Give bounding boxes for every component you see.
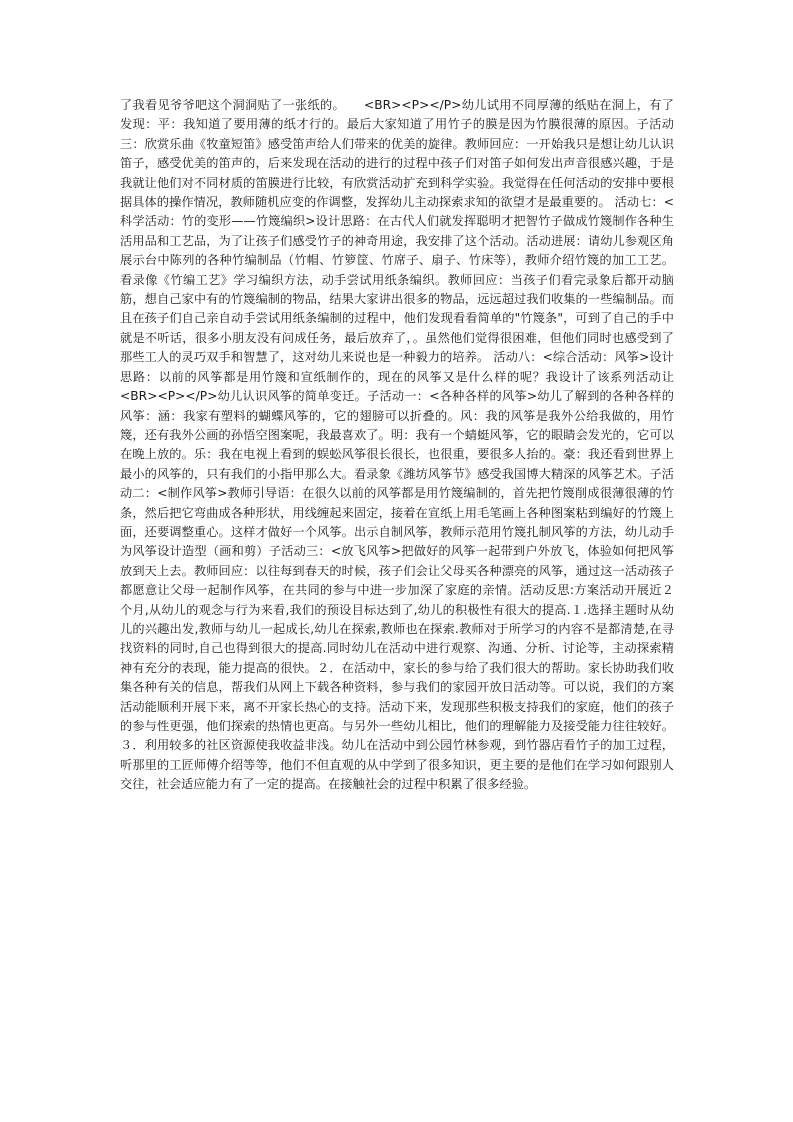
document-body-text: 了我看见爷爷吧这个洞洞贴了一张纸的。 <BR><P></P>幼儿试用不同厚薄的纸贴在洞上，有了发现：平：我知道了要用薄的纸才行的。最后大家知道了用竹子的膜是因为竹膜很薄的原因。子活动三：欣赏乐曲《牧童短笛》感受笛声给人们带来的优美的旋律。教师回应：一开始我只是想让幼儿认识笛子，感受优美的笛声的，后来发现在活动的进行的过程中孩子们对笛子如何发出声音很感兴趣，于是我就让他们对不同材质的笛膜进行比较，有欣赏活动扩充到科学实验。我觉得在任何活动的安排中要根据具体的操作情况，教师随机应变的作调整，发挥幼儿主动探索求知的欲望才是最重要的。 活动七：<科学活动：竹的变形——竹篾编织>设计思路：在古代人们就发挥聪明才把智竹子做成竹篾制作各种生活用品和工艺品，为了让孩子们感受竹子的神奇用途，我安排了这个活动。活动进展：请幼儿参观区角展示台中陈列的各种竹编制品（竹帽、竹箩筐、竹席子、扇子、竹床等），教师介绍竹篾的加工工艺。看录像《竹编工艺》学习编织方法，动手尝试用纸条编织。教师回应：当孩子们看完录象后都开动脑筋，想自己家中有的竹篾编制的物品，结果大家讲出很多的物品，远远超过我们收集的一些编制品。而且在孩子们自己亲自动手尝试用纸条编制的过程中，他们发现看看简单的"竹篾条"，可到了自己的手中就是不听话，很多小朋友没有问成任务，最后放弃了，。虽然他们觉得很困难，但他们同时也感受到了那些工人的灵巧双手和智慧了，这对幼儿来说也是一种毅力的培养。 活动八：<综合活动：风筝>设计思路：以前的风筝都是用竹篾和宣纸制作的，现在的风筝又是什么样的呢？我设计了该系列活动让 <BR><P></P>幼儿认识风筝的简单变迁。子活动一：<各种各样的风筝>幼儿了解到的各种各样的风筝：涵：我家有塑料的蝴蝶风筝的，它的翅膀可以折叠的。风：我的风筝是我外公给我做的，用竹篾，还有我外公画的孙悟空图案呢，我最喜欢了。明：我有一个蜻蜓风筝，它的眼睛会发光的，它可以在晚上放的。乐：我在电视上看到的蜈蚣风筝很长很长，也很重，要很多人抬的。豪：我还看到世界上最小的风筝的，只有我们的小指甲那么大。看录象《潍坊风筝节》感受我国博大精深的风筝艺术。子活动二：<制作风筝>教师引导语：在很久以前的风筝都是用竹篾编制的，首先把竹篾削成很薄很薄的竹条，然后把它弯曲成各种形状，用线缠起来固定，接着在宣纸上用毛笔画上各种图案粘到编好的竹篾上面，还要调整重心。这样才做好一个风筝。出示自制风筝，教师示范用竹篾扎制风筝的方法，幼儿动手为风筝设计造型（画和剪）子活动三：<放飞风筝>把做好的风筝一起带到户外放飞，体验如何把风筝放到天上去。教师回应：以往每到春天的时候，孩子们会让父母买各种漂亮的风筝，通过这一活动孩子都愿意让父母一起制作风筝，在共同的参与中进一步加深了家庭的亲情。活动反思:方案活动开展近２个月,从幼儿的观念与行为来看,我们的预设目标达到了,幼儿的积极性有很大的提高.１.选择主题时从幼儿的兴趣出发,教师与幼儿一起成长,幼儿在探索,教师也在探索.教师对于所学习的内容不是都清楚,在寻找资料的同时,自己也得到很大的提高.同时幼儿在活动中进行观察、沟通、分析、讨论等，主动探索精神有充分的表现，能力提高的很快。２．在活动中，家长的参与给了我们很大的帮助。家长协助我们收集各种有关的信息，帮我们从网上下载各种资料，参与我们的家园开放日活动等。可以说，我们的方案活动能顺利开展下来，离不开家长热心的支持。活动下来，发现那些积极支持我们的家庭，他们的孩子的参与性更强，他们探索的热情也更高。与另外一些幼儿相比，他们的理解能力及接受能力往往较好。３．利用较多的社区资源使我收益非浅。幼儿在活动中到公园竹林参观，到竹器店看竹子的加工过程，听那里的工匠师傅介绍等等，他们不但直观的从中学到了很多知识，更主要的是他们在学习如何跟别人交往，社会适应能力有了一定的提高。在接触社会的过程中积累了很多经验。 (120, 98, 699, 792)
